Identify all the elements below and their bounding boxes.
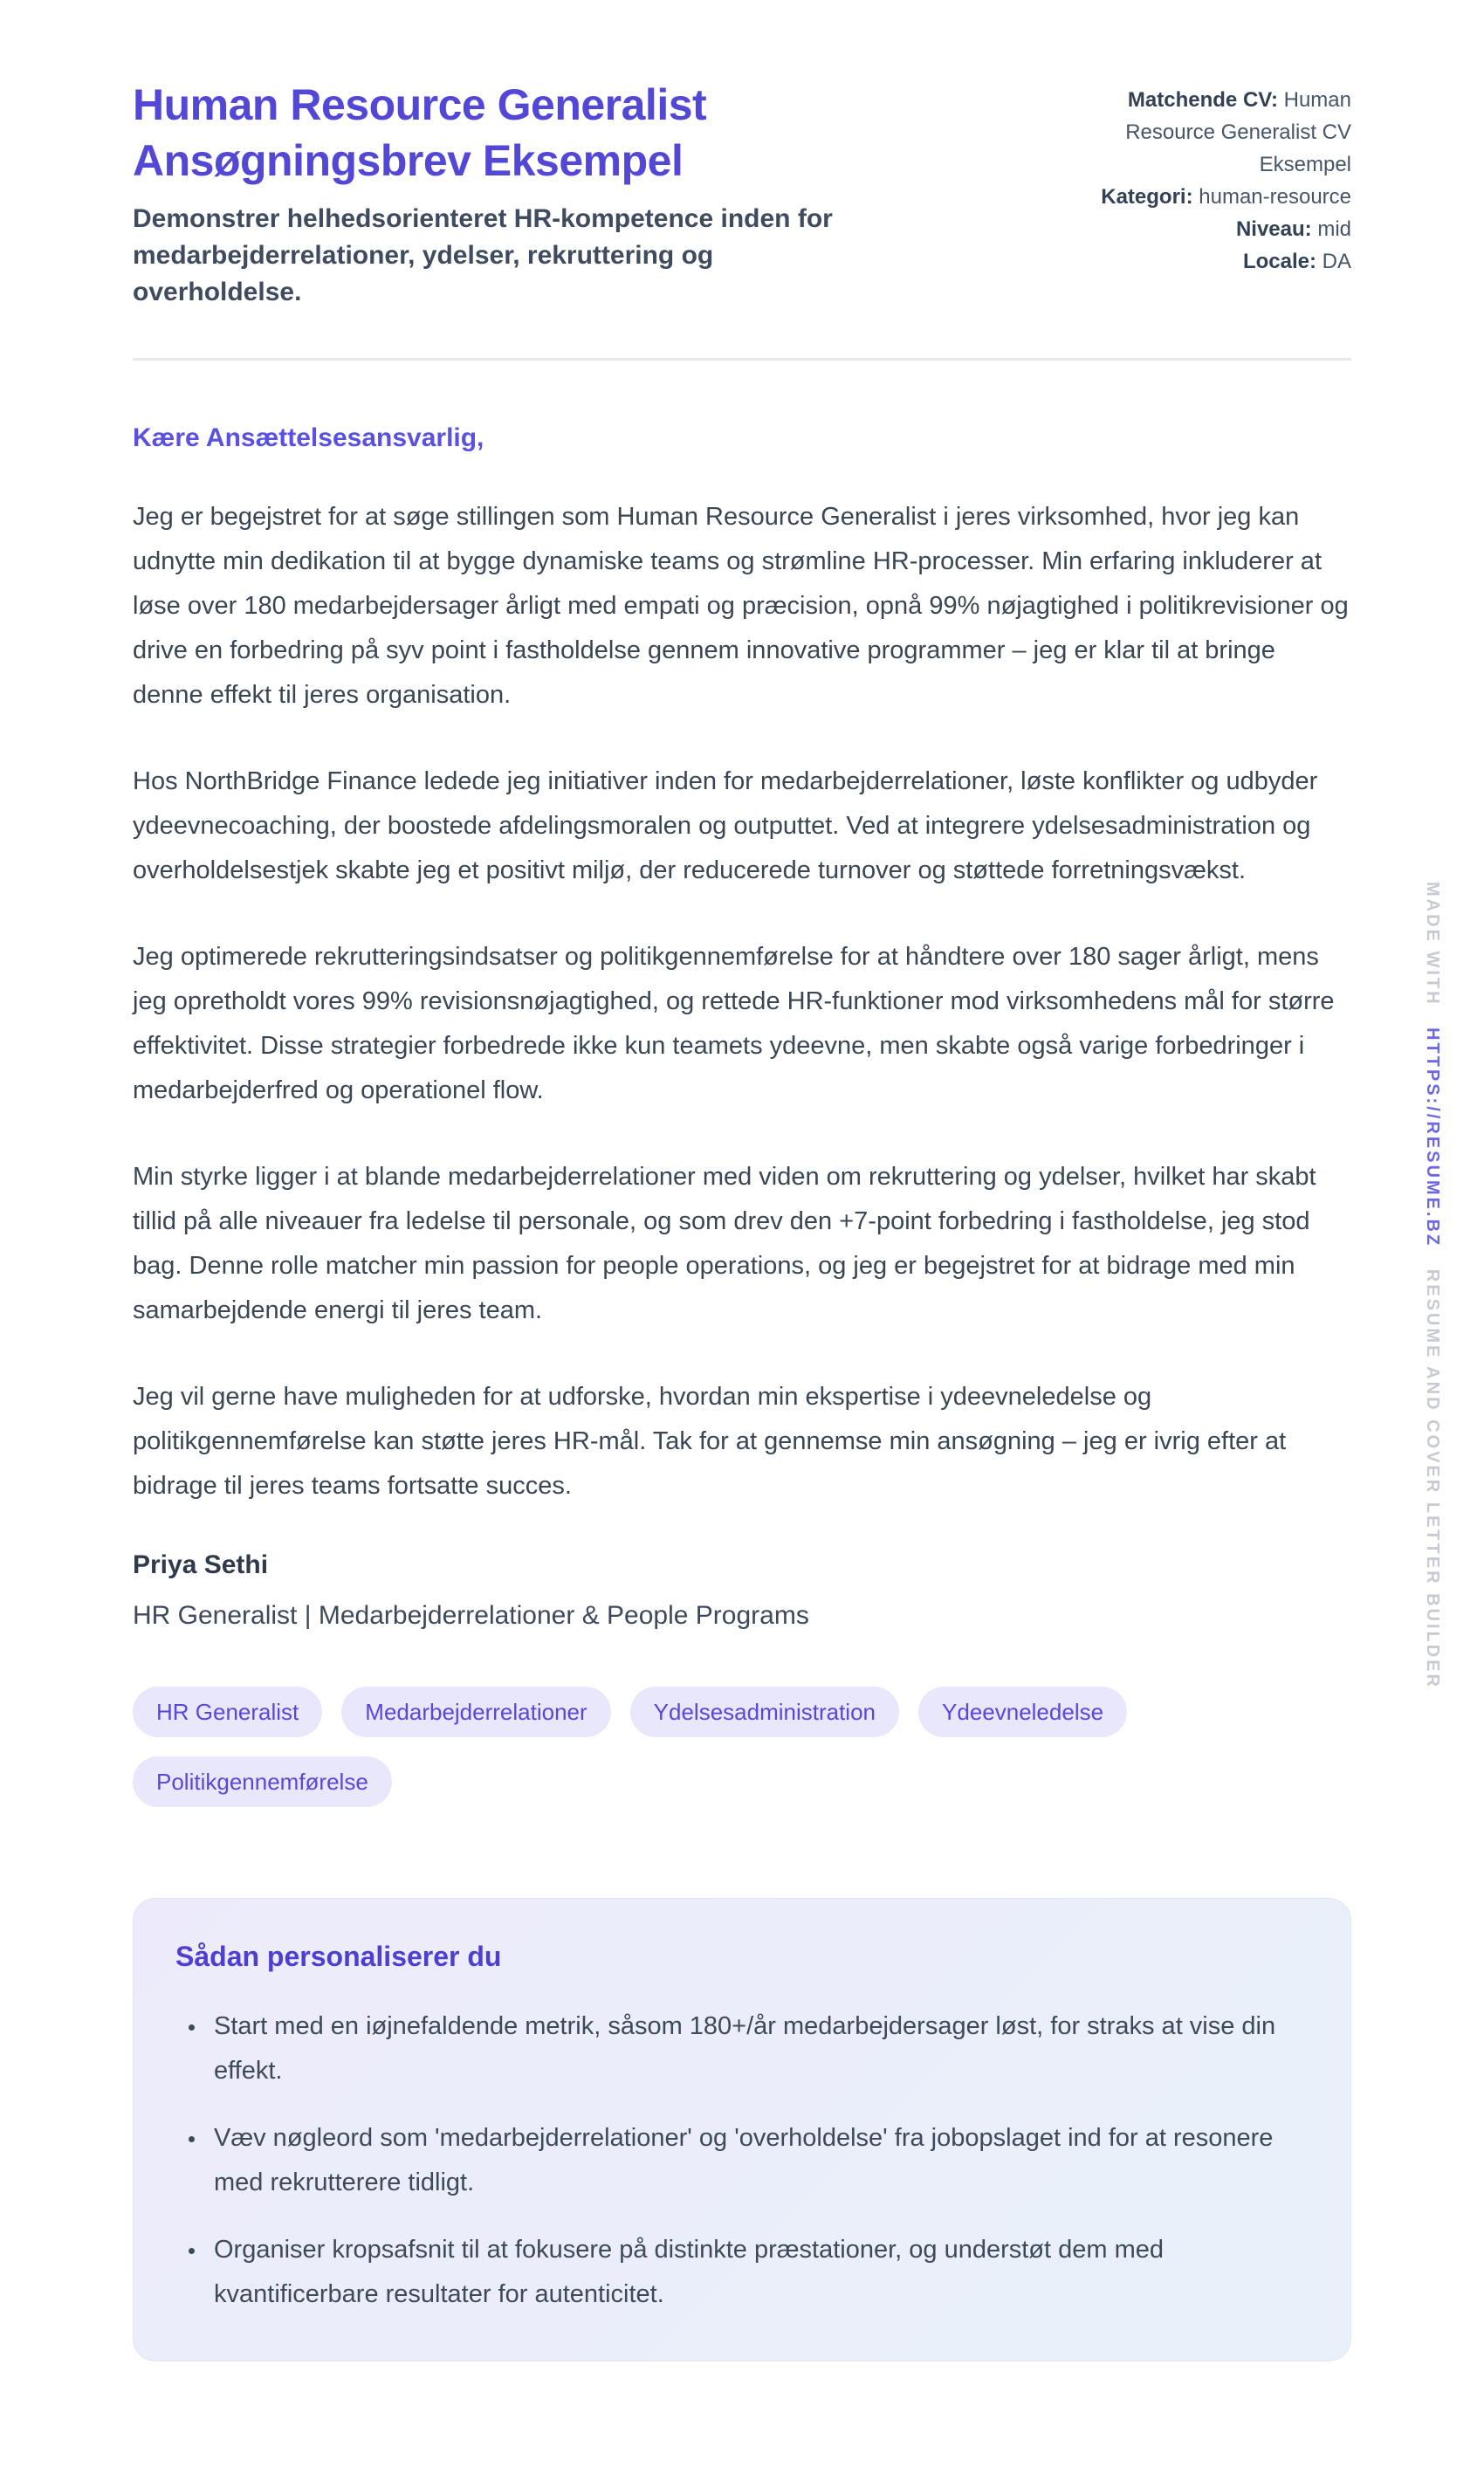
content-container bbox=[133, 0, 1351, 2361]
tip-item: • Organiser kropsafsnit til at fokusere på distinkte præstationer, og understøt dem med kvantificerbare resultater for autenticitet. bbox=[207, 2228, 1309, 2317]
signature-name: Priya Sethi bbox=[133, 1550, 269, 1579]
page-title: Human Resource Generalist Ansøgningsbrev Eksempel bbox=[133, 80, 707, 185]
letter-body bbox=[133, 423, 1351, 1631]
meta-value: mid bbox=[1317, 217, 1351, 241]
meta-label: Niveau: bbox=[1235, 217, 1312, 241]
tip-item: • Væv nøgleord som 'medarbejderrelationer' og 'overholdelse' fra jobopslaget ind for at resonere med rekrutterere tidligt. bbox=[207, 2116, 1309, 2205]
letter-paragraph: Jeg optimerede rekrutteringsindsatser og politikgennemførelse for at håndtere over 180 sager årligt, mens jeg opretholdt vores 99% revisionsnøjagtighed, og rettede HR-funktioner mod virksomhedens mål for større effektivitet. Disse strategier forbedrede ikke kun teamets ydeevne, men skabte også varige forbedringer i medarbejderfred og operationel flow. bbox=[133, 943, 1335, 1104]
meta-panel bbox=[1081, 77, 1351, 311]
meta-label: Locale: bbox=[1242, 250, 1316, 273]
letter-greeting: Kære Ansættelsesansvarlig, bbox=[133, 423, 484, 452]
tag-hr-generalist[interactable]: HR Generalist bbox=[133, 1687, 322, 1737]
letter-paragraph: Hos NorthBridge Finance ledede jeg initiativer inden for medarbejderrelationer, løste konflikter og udbyder ydeevnecoaching, der boostede afdelingsmoralen og outputtet. Ved at integrere ydelsesadministration og overholdelsestjek skabte jeg et positivt miljø, der reducerede turnover og støttede forretningsvækst. bbox=[133, 767, 1318, 884]
signature-title: HR Generalist | Medarbejderrelationer & People Programs bbox=[133, 1601, 809, 1630]
letter-paragraph: Jeg er begejstret for at søge stillingen som Human Resource Generalist i jeres virksomhed, hvor jeg kan udnytte min dedikation til at bygge dynamiske teams og strømline HR-processer. Min erfaring inkluderer at løse over 180 medarbejdersager årligt med empati og præcision, opnå 99% nøjagtighed i politikrevisioner og drive en forbedring på syv point i fastholdelse gennem innovative programmer – jeg er klar til at bringe denne effekt til jeres organisation. bbox=[133, 503, 1349, 709]
letter-paragraph: Jeg vil gerne have muligheden for at udforske, hvordan min ekspertise i ydeevneledelse og politikgennemførelse kan støtte jeres HR-mål. Tak for at gennemse min ansøgning – jeg er ivrig efter at bidrage til jeres teams fortsatte succes. bbox=[133, 1383, 1287, 1500]
meta-label: Matchende CV: bbox=[1127, 88, 1278, 112]
meta-value: DA bbox=[1322, 250, 1351, 273]
watermark-resume-bz-link[interactable]: HTTPS://RESUME.BZ bbox=[1423, 1028, 1442, 1248]
meta-value: Human Resource Generalist CV Eksempel bbox=[1125, 88, 1351, 176]
meta-row-category bbox=[1081, 181, 1351, 213]
tag-politikgennemfoerelse[interactable]: Politikgennemførelse bbox=[133, 1756, 392, 1807]
tag-ydeevneledelse[interactable]: Ydeevneledelse bbox=[918, 1687, 1127, 1737]
meta-label: Kategori: bbox=[1101, 185, 1193, 209]
made-with-watermark bbox=[1422, 882, 1442, 1689]
header-divider bbox=[133, 358, 1351, 361]
tips-heading: Sådan personaliserer du bbox=[175, 1941, 502, 1972]
tips-list bbox=[175, 2004, 1309, 2317]
header-title-block bbox=[133, 77, 936, 311]
tag-list bbox=[133, 1687, 1351, 1807]
tip-item: • Start med en iøjnefaldende metrik, såsom 180+/år medarbejdersager løst, for straks at vise din effekt. bbox=[207, 2004, 1309, 2093]
meta-row-locale bbox=[1081, 245, 1351, 278]
letter-paragraph: Min styrke ligger i at blande medarbejderrelationer med viden om rekruttering og ydelser, hvilket har skabt tillid på alle niveauer fra ledelse til personale, og som drev den +7-point forbedring i fastholdelse, jeg stod bag. Denne rolle matcher min passion for people operations, og jeg er begejstret for at bidrage med min samarbejdende energi til jeres team. bbox=[133, 1163, 1316, 1324]
page-header bbox=[133, 0, 1351, 311]
watermark-suffix: RESUME AND COVER LETTER BUILDER bbox=[1423, 1268, 1442, 1689]
tag-ydelsesadministration[interactable]: Ydelsesadministration bbox=[630, 1687, 899, 1737]
tag-medarbejderrelationer[interactable]: Medarbejderrelationer bbox=[341, 1687, 610, 1737]
meta-row-level bbox=[1081, 213, 1351, 245]
signature-block bbox=[133, 1550, 1351, 1631]
watermark-prefix: MADE WITH bbox=[1423, 882, 1442, 1007]
meta-value: human-resource bbox=[1199, 185, 1351, 209]
page-subtitle: Demonstrer helhedsorienteret HR-kompetence inden for medarbejderrelationer, ydelser, rekruttering og overholdelse. bbox=[133, 204, 833, 306]
meta-row-matching-cv bbox=[1081, 84, 1351, 181]
personalization-tips-box bbox=[133, 1898, 1351, 2361]
